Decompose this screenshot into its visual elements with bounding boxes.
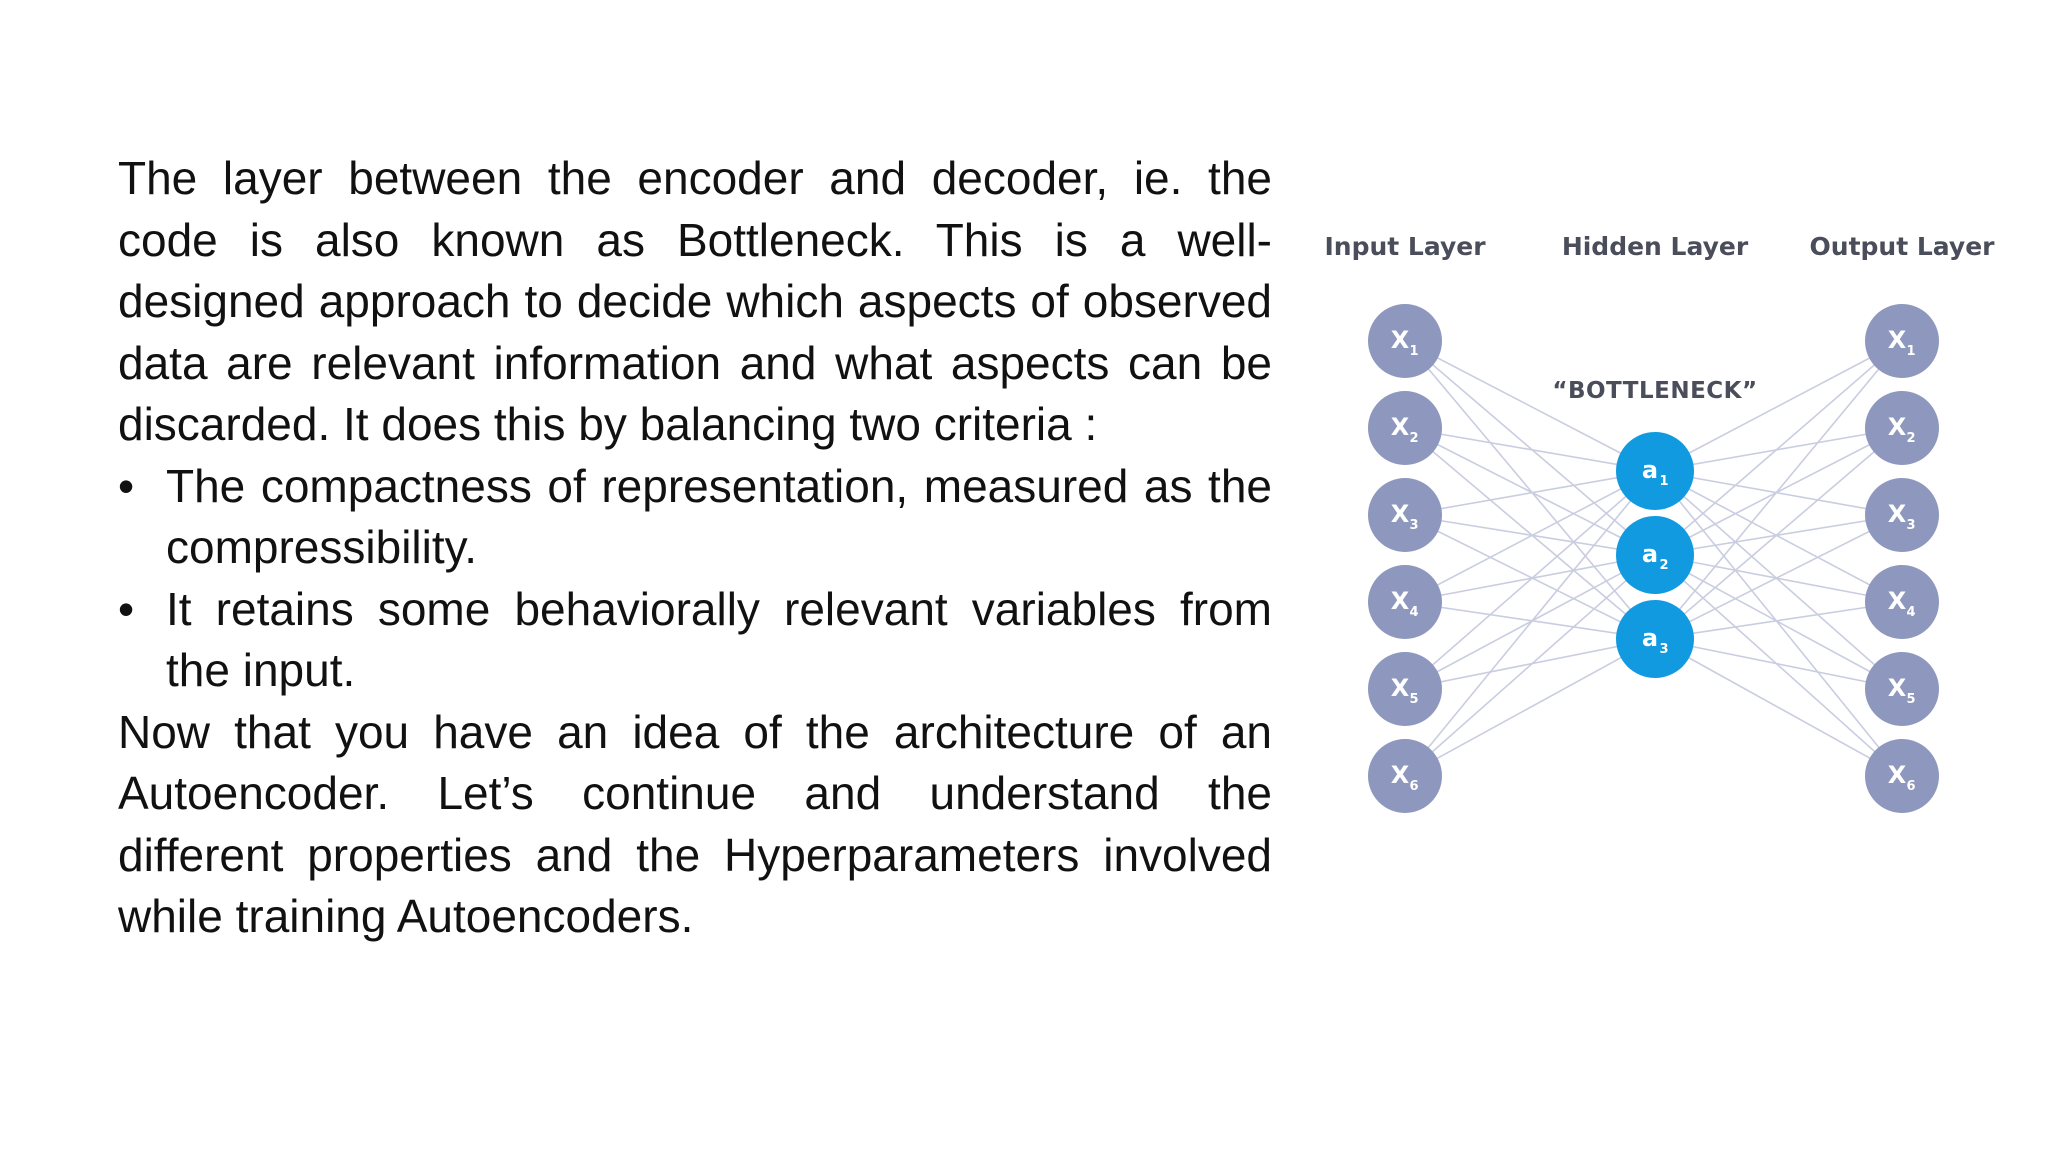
input-node-6 xyxy=(1368,739,1442,813)
input-node-5 xyxy=(1368,652,1442,726)
input-node-subscript: 3 xyxy=(1409,518,1419,533)
intro-paragraph: The layer between the encoder and decoder, ie. the code is also known as Bottleneck. This is a well-designed approach to decide which aspects of observed data are relevant information and what aspects can be discarded. It does this by balancing two criteria : xyxy=(118,152,1272,450)
input-node-subscript: 5 xyxy=(1409,692,1419,707)
input-node-label: X xyxy=(1390,674,1410,702)
autoencoder-diagram xyxy=(1310,218,2020,838)
output-node-6 xyxy=(1865,739,1939,813)
slide-body-text xyxy=(118,148,1272,948)
output-layer-label: Output Layer xyxy=(1809,232,1995,261)
hidden-node-label: a xyxy=(1641,456,1659,484)
edge-input-5-hidden-2 xyxy=(1405,555,1655,689)
edge-hidden-2-output-1 xyxy=(1655,341,1902,555)
edge-hidden-1-output-6 xyxy=(1655,471,1902,776)
input-node-label: X xyxy=(1390,587,1410,615)
hidden-node-1 xyxy=(1616,432,1694,510)
hidden-node-label: a xyxy=(1641,540,1659,568)
output-node-subscript: 6 xyxy=(1906,779,1916,794)
output-node-label: X xyxy=(1887,587,1907,615)
input-node-4 xyxy=(1368,565,1442,639)
hidden-node-2 xyxy=(1616,516,1694,594)
input-node-1 xyxy=(1368,304,1442,378)
output-node-1 xyxy=(1865,304,1939,378)
criteria-item-relevance xyxy=(118,579,1272,702)
hidden-node-subscript: 1 xyxy=(1659,474,1669,489)
output-node-label: X xyxy=(1887,413,1907,441)
bottleneck-label: “BOTTLENECK” xyxy=(1552,378,1758,404)
output-node-subscript: 5 xyxy=(1906,692,1916,707)
hidden-node-subscript: 3 xyxy=(1659,642,1669,657)
output-node-subscript: 1 xyxy=(1906,344,1916,359)
input-node-2 xyxy=(1368,391,1442,465)
input-node-subscript: 6 xyxy=(1409,779,1419,794)
criteria-item-text: It retains some behaviorally relevant variables from the input. xyxy=(166,582,1272,696)
edge-hidden-2-output-6 xyxy=(1655,555,1902,776)
outro-paragraph: Now that you have an idea of the architecture of an Autoencoder. Let’s continue and understand the different properties and the Hyperparameters involved while training Autoencoders. xyxy=(118,705,1272,942)
hidden-layer-label: Hidden Layer xyxy=(1561,232,1749,261)
output-node-subscript: 2 xyxy=(1906,431,1916,446)
output-node-label: X xyxy=(1887,674,1907,702)
input-node-3 xyxy=(1368,478,1442,552)
hidden-node-label: a xyxy=(1641,624,1659,652)
edge-input-5-hidden-1 xyxy=(1405,471,1655,689)
input-node-label: X xyxy=(1390,326,1410,354)
criteria-item-text: The compactness of representation, measured as the compressibility. xyxy=(166,459,1272,573)
criteria-list xyxy=(118,456,1272,702)
edge-input-1-hidden-2 xyxy=(1405,341,1655,555)
output-node-label: X xyxy=(1887,761,1907,789)
input-node-subscript: 2 xyxy=(1409,431,1419,446)
edge-input-6-hidden-2 xyxy=(1405,555,1655,776)
output-node-5 xyxy=(1865,652,1939,726)
edge-hidden-3-output-6 xyxy=(1655,639,1902,776)
edge-hidden-1-output-5 xyxy=(1655,471,1902,689)
output-node-3 xyxy=(1865,478,1939,552)
input-layer-label: Input Layer xyxy=(1324,232,1486,261)
input-node-label: X xyxy=(1390,500,1410,528)
edge-input-6-hidden-3 xyxy=(1405,639,1655,776)
output-node-subscript: 3 xyxy=(1906,518,1916,533)
bullet-icon: • xyxy=(118,459,135,512)
output-node-2 xyxy=(1865,391,1939,465)
edge-hidden-1-output-1 xyxy=(1655,341,1902,471)
hidden-node-3 xyxy=(1616,600,1694,678)
input-node-subscript: 4 xyxy=(1409,605,1419,620)
output-node-subscript: 4 xyxy=(1906,605,1916,620)
edge-input-6-hidden-1 xyxy=(1405,471,1655,776)
bullet-icon: • xyxy=(118,582,135,635)
output-node-label: X xyxy=(1887,326,1907,354)
hidden-node-subscript: 2 xyxy=(1659,558,1669,573)
criteria-item-compactness xyxy=(118,456,1272,579)
input-node-label: X xyxy=(1390,413,1410,441)
edge-hidden-2-output-5 xyxy=(1655,555,1902,689)
input-node-subscript: 1 xyxy=(1409,344,1419,359)
output-node-label: X xyxy=(1887,500,1907,528)
input-node-label: X xyxy=(1390,761,1410,789)
network-svg xyxy=(1310,218,2020,838)
edge-input-1-hidden-1 xyxy=(1405,341,1655,471)
output-node-4 xyxy=(1865,565,1939,639)
